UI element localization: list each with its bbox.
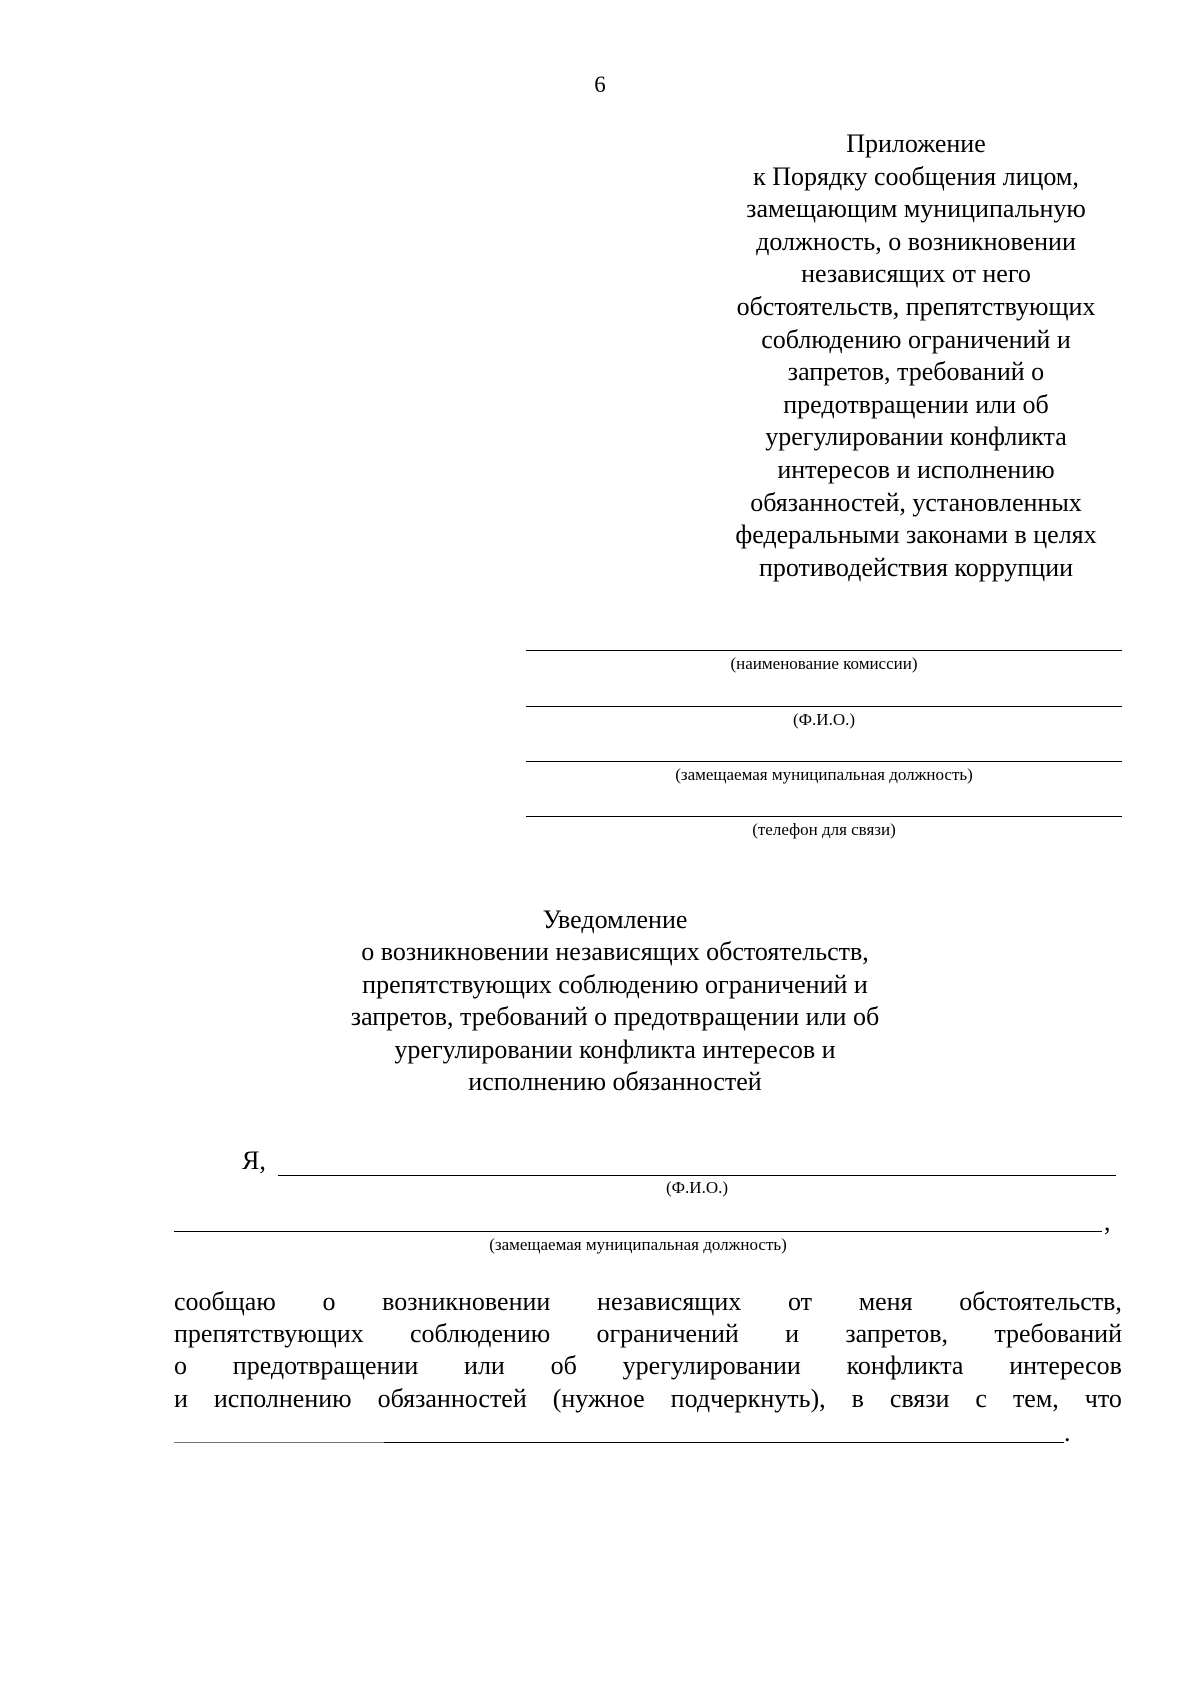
fio-caption: (Ф.И.О.) — [792, 710, 856, 729]
appendix-line: обязанностей, установленных — [750, 487, 1082, 517]
appendix-line: предотвращении или об — [783, 389, 1049, 419]
page-number: 6 — [594, 72, 606, 97]
appendix-line: должность, о возникновении — [756, 226, 1076, 256]
body-line-4: и исполнению обязанностей (нужное подчеркнуть), в связи с тем, что — [174, 1384, 1122, 1413]
notice-title — [300, 904, 930, 1098]
appendix-line: федеральными законами в целях — [735, 520, 1097, 550]
position-caption: (замещаемая муниципальная должность) — [675, 765, 973, 784]
notice-title-line: препятствующих соблюдению ограничений и — [362, 969, 868, 999]
phone-caption: (телефон для связи) — [752, 820, 896, 839]
notice-title-line: исполнению обязанностей — [468, 1067, 762, 1097]
appendix-line: независящих от него — [801, 259, 1031, 289]
notice-title-line: запретов, требований о предотвращении или об — [350, 1002, 880, 1032]
body-line-2: препятствующих соблюдению ограничений и запретов, требований — [174, 1319, 1122, 1348]
position-comma: , — [1104, 1207, 1111, 1236]
appendix-line: замещающим муниципальную — [746, 194, 1086, 224]
notice-title-line: урегулировании конфликта интересов и — [394, 1034, 836, 1064]
body-line-3: о предотвращении или об урегулировании конфликта интересов — [174, 1351, 1122, 1380]
appendix-line: интересов и исполнению — [777, 454, 1055, 484]
appendix-line: запретов, требований о — [787, 357, 1045, 387]
reason-line[interactable] — [384, 1442, 1064, 1443]
declarant-fio-caption: (Ф.И.О.) — [665, 1178, 729, 1197]
appendix-line: противодействия коррупции — [758, 552, 1074, 582]
declarant-position-caption: (замещаемая муниципальная должность) — [489, 1235, 787, 1254]
body-line-1: сообщаю о возникновении независящих от меня обстоятельств, — [174, 1287, 1122, 1316]
appendix-line: Приложение — [846, 129, 986, 158]
reason-period: . — [1064, 1418, 1071, 1447]
reason-line-start[interactable] — [174, 1442, 384, 1443]
fio-line[interactable] — [526, 706, 1122, 707]
appendix-block — [706, 128, 1126, 584]
declarant-fio-line[interactable] — [278, 1175, 1116, 1176]
commission-name-line[interactable] — [526, 650, 1122, 651]
notice-title-line: о возникновении независящих обстоятельств, — [361, 937, 869, 967]
position-line[interactable] — [526, 761, 1122, 762]
declarant-position-line[interactable] — [174, 1231, 1102, 1232]
appendix-line: обстоятельств, препятствующих — [736, 291, 1096, 321]
notice-title-line: Уведомление — [542, 905, 688, 934]
appendix-line: соблюдению ограничений и — [761, 324, 1071, 354]
appendix-line: урегулировании конфликта — [765, 422, 1067, 452]
phone-line[interactable] — [526, 816, 1122, 817]
commission-name-caption: (наименование комиссии) — [730, 654, 918, 673]
appendix-line: к Порядку сообщения лицом, — [753, 161, 1079, 191]
i-label: Я, — [242, 1146, 266, 1175]
